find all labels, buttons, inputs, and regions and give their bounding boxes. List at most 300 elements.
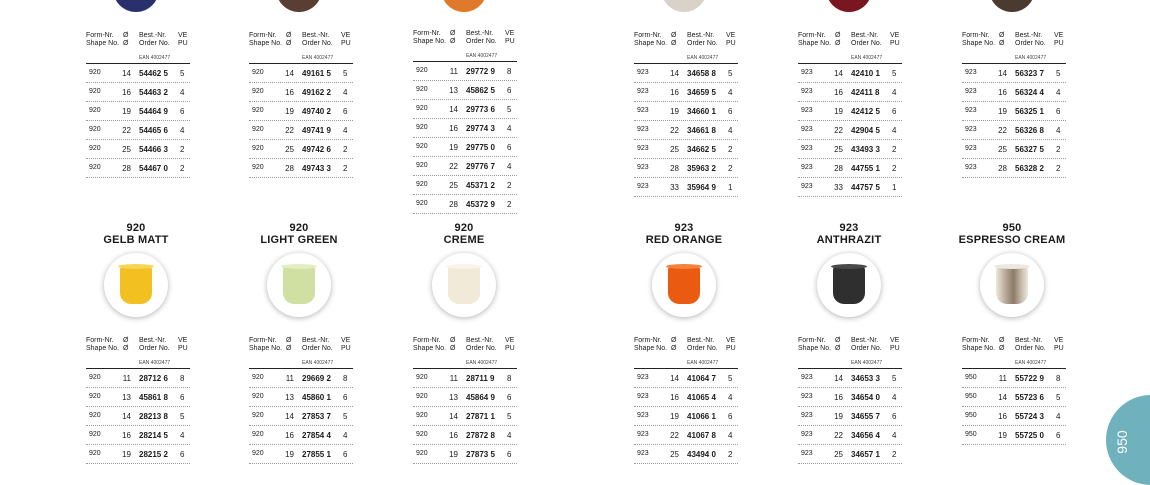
order-no: 43494 0 bbox=[687, 450, 716, 459]
header-pack-unit bbox=[178, 32, 188, 48]
pack-unit: 4 bbox=[728, 431, 733, 440]
order-no: 28711 9 bbox=[466, 374, 495, 383]
header-pack-unit bbox=[505, 30, 515, 46]
product-name: LIGHT GREEN bbox=[260, 234, 338, 246]
shape-no: 923 bbox=[801, 450, 813, 457]
shape-no: 923 bbox=[637, 374, 649, 381]
table-row bbox=[962, 159, 1066, 178]
diameter: 16 bbox=[834, 393, 843, 402]
shape-no: 923 bbox=[637, 431, 649, 438]
header-dia-1: Ø bbox=[671, 32, 677, 39]
pack-unit: 4 bbox=[892, 393, 897, 402]
order-no: 27872 8 bbox=[466, 431, 495, 440]
diameter: 16 bbox=[449, 431, 458, 440]
header-shape-de: Form-Nr. bbox=[249, 32, 277, 39]
diameter: 28 bbox=[998, 164, 1007, 173]
header-shape-en: Shape No. bbox=[962, 345, 996, 352]
header-dia-1: Ø bbox=[835, 337, 841, 344]
order-no: 28214 5 bbox=[139, 431, 168, 440]
diameter: 11 bbox=[285, 374, 294, 383]
header-order-de: Best.-Nr. bbox=[687, 337, 715, 344]
header-shape-en: Shape No. bbox=[634, 345, 668, 352]
pack-unit: 6 bbox=[180, 450, 185, 459]
order-no: 49743 3 bbox=[302, 164, 331, 173]
product-5-table bbox=[962, 337, 1066, 445]
diameter: 19 bbox=[834, 412, 843, 421]
header-pack-unit bbox=[890, 337, 900, 353]
shape-no: 923 bbox=[801, 183, 813, 190]
product-number: 920 bbox=[454, 222, 474, 234]
pack-unit: 5 bbox=[507, 412, 512, 421]
table-row bbox=[634, 407, 738, 426]
shape-no: 920 bbox=[89, 412, 101, 419]
order-no: 29776 7 bbox=[466, 162, 495, 171]
pack-unit: 6 bbox=[892, 412, 897, 421]
ean-prefix: EAN 4002477 bbox=[413, 52, 517, 62]
pot-partial-image bbox=[661, 0, 707, 12]
shape-no: 923 bbox=[965, 126, 977, 133]
diameter: 22 bbox=[449, 162, 458, 171]
diameter: 11 bbox=[449, 374, 458, 383]
header-order-de: Best.-Nr. bbox=[466, 30, 494, 37]
order-no: 27855 1 bbox=[302, 450, 331, 459]
diameter: 25 bbox=[449, 181, 458, 190]
header-shape-no bbox=[413, 337, 446, 353]
header-order-de: Best.-Nr. bbox=[851, 337, 879, 344]
pack-unit: 2 bbox=[180, 164, 185, 173]
table-row bbox=[413, 407, 517, 426]
shape-no: 920 bbox=[416, 181, 428, 188]
shape-no: 950 bbox=[965, 374, 977, 381]
header-pack-unit bbox=[1054, 32, 1064, 48]
ean-prefix: EAN 4002477 bbox=[634, 359, 738, 369]
diameter: 19 bbox=[122, 107, 131, 116]
order-no: 34656 4 bbox=[851, 431, 880, 440]
pack-unit: 5 bbox=[892, 69, 897, 78]
order-no: 55724 3 bbox=[1015, 412, 1044, 421]
pack-unit: 6 bbox=[507, 450, 512, 459]
header-order-en: Order No. bbox=[302, 40, 333, 47]
shape-no: 923 bbox=[965, 107, 977, 114]
shape-no: 920 bbox=[252, 164, 264, 171]
product-4-table bbox=[798, 337, 902, 464]
shape-no: 950 bbox=[965, 431, 977, 438]
shape-no: 920 bbox=[89, 393, 101, 400]
diameter: 16 bbox=[285, 88, 294, 97]
shape-no: 920 bbox=[416, 412, 428, 419]
table-row bbox=[962, 83, 1066, 102]
table-row bbox=[86, 140, 190, 159]
header-dia-2: Ø bbox=[835, 345, 841, 352]
shape-no: 920 bbox=[416, 450, 428, 457]
table-row bbox=[86, 121, 190, 140]
order-no: 54466 3 bbox=[139, 145, 168, 154]
header-order-de: Best.-Nr. bbox=[851, 32, 879, 39]
shape-no: 920 bbox=[252, 450, 264, 457]
shape-no: 950 bbox=[965, 393, 977, 400]
order-no: 45861 8 bbox=[139, 393, 168, 402]
diameter: 14 bbox=[285, 69, 294, 78]
table-header bbox=[249, 337, 353, 359]
order-no: 55725 0 bbox=[1015, 431, 1044, 440]
pack-unit: 5 bbox=[343, 69, 348, 78]
top-0-table bbox=[86, 32, 190, 178]
order-no: 56323 7 bbox=[1015, 69, 1044, 78]
diameter: 14 bbox=[285, 412, 294, 421]
order-no: 49742 6 bbox=[302, 145, 331, 154]
header-shape-en: Shape No. bbox=[249, 40, 283, 47]
order-no: 29775 0 bbox=[466, 143, 495, 152]
diameter: 16 bbox=[122, 88, 131, 97]
order-no: 44755 1 bbox=[851, 164, 880, 173]
order-no: 42411 8 bbox=[851, 88, 880, 97]
table-row bbox=[413, 195, 517, 214]
diameter: 13 bbox=[285, 393, 294, 402]
header-dia-1: Ø bbox=[835, 32, 841, 39]
header-shape-de: Form-Nr. bbox=[962, 337, 990, 344]
order-no: 28712 6 bbox=[139, 374, 168, 383]
pot-rim bbox=[666, 264, 702, 269]
diameter: 25 bbox=[670, 450, 679, 459]
header-pu: PU bbox=[726, 40, 736, 47]
top-2-table bbox=[413, 30, 517, 214]
header-shape-en: Shape No. bbox=[249, 345, 283, 352]
order-no: 34658 8 bbox=[687, 69, 716, 78]
order-no: 27873 5 bbox=[466, 450, 495, 459]
pot-rim bbox=[118, 264, 154, 269]
header-diameter bbox=[123, 337, 128, 353]
shape-no: 923 bbox=[637, 183, 649, 190]
pack-unit: 4 bbox=[728, 126, 733, 135]
product-name: CREME bbox=[443, 234, 485, 246]
table-row bbox=[634, 102, 738, 121]
table-row bbox=[634, 83, 738, 102]
diameter: 13 bbox=[122, 393, 131, 402]
diameter: 22 bbox=[670, 431, 679, 440]
pack-unit: 4 bbox=[507, 124, 512, 133]
diameter: 25 bbox=[285, 145, 294, 154]
table-row bbox=[798, 102, 902, 121]
header-pu: PU bbox=[1054, 40, 1064, 47]
shape-no: 923 bbox=[801, 126, 813, 133]
ean-prefix: EAN 4002477 bbox=[249, 359, 353, 369]
top-4-table bbox=[798, 32, 902, 197]
header-order-en: Order No. bbox=[466, 38, 497, 45]
table-row bbox=[413, 369, 517, 388]
table-row bbox=[249, 407, 353, 426]
pack-unit: 6 bbox=[180, 393, 185, 402]
shape-no: 923 bbox=[801, 431, 813, 438]
pack-unit: 2 bbox=[728, 164, 733, 173]
pack-unit: 5 bbox=[892, 374, 897, 383]
diameter: 28 bbox=[834, 164, 843, 173]
diameter: 19 bbox=[834, 107, 843, 116]
header-shape-de: Form-Nr. bbox=[634, 337, 662, 344]
shape-no: 920 bbox=[416, 431, 428, 438]
header-shape-de: Form-Nr. bbox=[798, 32, 826, 39]
top-5-table bbox=[962, 32, 1066, 178]
pack-unit: 4 bbox=[892, 431, 897, 440]
header-order-no bbox=[687, 32, 718, 48]
header-shape-en: Shape No. bbox=[634, 40, 668, 47]
shape-no: 920 bbox=[89, 164, 101, 171]
diameter: 28 bbox=[122, 164, 131, 173]
header-diameter bbox=[450, 337, 455, 353]
table-row bbox=[249, 426, 353, 445]
order-no: 41066 1 bbox=[687, 412, 716, 421]
pot-body bbox=[833, 266, 865, 304]
pack-unit: 4 bbox=[343, 88, 348, 97]
table-header bbox=[86, 32, 190, 54]
pot-rim bbox=[281, 264, 317, 269]
header-ve: VE bbox=[1054, 32, 1064, 39]
pot-partial-image bbox=[441, 0, 487, 12]
table-row bbox=[413, 426, 517, 445]
shape-no: 920 bbox=[89, 126, 101, 133]
pot-partial-image bbox=[113, 0, 159, 12]
header-pu: PU bbox=[178, 40, 188, 47]
order-no: 44757 5 bbox=[851, 183, 880, 192]
order-no: 41064 7 bbox=[687, 374, 716, 383]
product-name: GELB MATT bbox=[103, 234, 169, 246]
table-row bbox=[413, 138, 517, 157]
product-number: 923 bbox=[674, 222, 694, 234]
shape-no: 920 bbox=[252, 88, 264, 95]
header-pack-unit bbox=[505, 337, 515, 353]
table-row bbox=[962, 369, 1066, 388]
ean-prefix: EAN 4002477 bbox=[798, 359, 902, 369]
order-no: 28215 2 bbox=[139, 450, 168, 459]
table-header bbox=[634, 337, 738, 359]
pack-unit: 4 bbox=[507, 431, 512, 440]
header-pu: PU bbox=[1054, 345, 1064, 352]
table-row bbox=[962, 102, 1066, 121]
table-row bbox=[798, 426, 902, 445]
shape-no: 920 bbox=[252, 107, 264, 114]
pot-body bbox=[668, 266, 700, 304]
header-pack-unit bbox=[726, 32, 736, 48]
diameter: 14 bbox=[122, 412, 131, 421]
pack-unit: 6 bbox=[1056, 431, 1061, 440]
pack-unit: 5 bbox=[1056, 393, 1061, 402]
header-shape-no bbox=[634, 337, 667, 353]
pack-unit: 6 bbox=[1056, 107, 1061, 116]
diameter: 19 bbox=[122, 450, 131, 459]
diameter: 22 bbox=[998, 126, 1007, 135]
ean-prefix: EAN 4002477 bbox=[634, 54, 738, 64]
table-row bbox=[962, 121, 1066, 140]
order-no: 34659 5 bbox=[687, 88, 716, 97]
pack-unit: 5 bbox=[728, 374, 733, 383]
header-shape-no bbox=[634, 32, 667, 48]
shape-no: 923 bbox=[801, 374, 813, 381]
header-order-de: Best.-Nr. bbox=[1015, 337, 1043, 344]
table-row bbox=[634, 140, 738, 159]
header-dia-2: Ø bbox=[671, 345, 677, 352]
shape-no: 920 bbox=[252, 126, 264, 133]
order-no: 54464 9 bbox=[139, 107, 168, 116]
table-row bbox=[962, 140, 1066, 159]
header-ve: VE bbox=[1054, 337, 1064, 344]
shape-no: 920 bbox=[416, 143, 428, 150]
diameter: 14 bbox=[998, 69, 1007, 78]
header-shape-en: Shape No. bbox=[413, 345, 447, 352]
shape-no: 923 bbox=[637, 164, 649, 171]
diameter: 14 bbox=[449, 105, 458, 114]
pack-unit: 6 bbox=[728, 107, 733, 116]
header-order-en: Order No. bbox=[139, 40, 170, 47]
diameter: 19 bbox=[670, 412, 679, 421]
header-diameter bbox=[999, 32, 1004, 48]
diameter: 14 bbox=[670, 69, 679, 78]
product-3-table bbox=[634, 337, 738, 464]
header-dia-1: Ø bbox=[671, 337, 677, 344]
ean-prefix: EAN 4002477 bbox=[962, 54, 1066, 64]
header-diameter bbox=[286, 32, 291, 48]
order-no: 49162 2 bbox=[302, 88, 331, 97]
table-row bbox=[86, 159, 190, 178]
table-row bbox=[634, 121, 738, 140]
diameter: 11 bbox=[449, 67, 458, 76]
table-header bbox=[634, 32, 738, 54]
header-diameter bbox=[123, 32, 128, 48]
header-shape-en: Shape No. bbox=[86, 40, 120, 47]
table-row bbox=[634, 369, 738, 388]
order-no: 56324 4 bbox=[1015, 88, 1044, 97]
header-shape-de: Form-Nr. bbox=[86, 32, 114, 39]
header-pack-unit bbox=[1054, 337, 1064, 353]
table-row bbox=[798, 83, 902, 102]
header-pu: PU bbox=[890, 345, 900, 352]
table-row bbox=[86, 369, 190, 388]
header-ve: VE bbox=[505, 337, 515, 344]
table-row bbox=[249, 121, 353, 140]
diameter: 22 bbox=[834, 126, 843, 135]
header-order-en: Order No. bbox=[302, 345, 333, 352]
header-order-en: Order No. bbox=[687, 345, 718, 352]
shape-no: 923 bbox=[965, 164, 977, 171]
diameter: 16 bbox=[122, 431, 131, 440]
diameter: 25 bbox=[998, 145, 1007, 154]
table-row bbox=[798, 388, 902, 407]
header-pu: PU bbox=[890, 40, 900, 47]
product-label bbox=[769, 222, 929, 246]
header-diameter bbox=[671, 32, 676, 48]
diameter: 28 bbox=[449, 200, 458, 209]
shape-no: 923 bbox=[801, 164, 813, 171]
shape-no: 923 bbox=[637, 126, 649, 133]
table-row bbox=[413, 388, 517, 407]
order-no: 29669 2 bbox=[302, 374, 331, 383]
header-diameter bbox=[835, 32, 840, 48]
header-dia-1: Ø bbox=[450, 337, 456, 344]
pack-unit: 6 bbox=[507, 86, 512, 95]
diameter: 14 bbox=[670, 374, 679, 383]
table-row bbox=[634, 64, 738, 83]
product-label bbox=[932, 222, 1092, 246]
table-row bbox=[249, 140, 353, 159]
order-no: 43493 3 bbox=[851, 145, 880, 154]
table-row bbox=[798, 407, 902, 426]
order-no: 35963 2 bbox=[687, 164, 716, 173]
pack-unit: 4 bbox=[343, 431, 348, 440]
top-1-table bbox=[249, 32, 353, 178]
header-shape-en: Shape No. bbox=[962, 40, 996, 47]
pack-unit: 5 bbox=[1056, 69, 1061, 78]
top-3-table bbox=[634, 32, 738, 197]
shape-no: 920 bbox=[252, 145, 264, 152]
table-row bbox=[413, 62, 517, 81]
shape-no: 923 bbox=[637, 107, 649, 114]
pot-image bbox=[432, 253, 496, 317]
header-order-en: Order No. bbox=[687, 40, 718, 47]
pack-unit: 8 bbox=[1056, 374, 1061, 383]
header-order-no bbox=[466, 30, 497, 46]
header-pu: PU bbox=[341, 345, 351, 352]
pack-unit: 4 bbox=[1056, 126, 1061, 135]
diameter: 25 bbox=[834, 145, 843, 154]
diameter: 25 bbox=[670, 145, 679, 154]
header-shape-no bbox=[798, 32, 831, 48]
diameter: 22 bbox=[834, 431, 843, 440]
page-corner-number: 950 bbox=[1114, 430, 1130, 454]
pack-unit: 2 bbox=[892, 164, 897, 173]
diameter: 16 bbox=[998, 412, 1007, 421]
diameter: 16 bbox=[670, 88, 679, 97]
header-dia-2: Ø bbox=[671, 40, 677, 47]
table-row bbox=[86, 388, 190, 407]
table-row bbox=[634, 426, 738, 445]
order-no: 56326 8 bbox=[1015, 126, 1044, 135]
pack-unit: 2 bbox=[892, 145, 897, 154]
header-shape-no bbox=[962, 337, 995, 353]
shape-no: 920 bbox=[416, 86, 428, 93]
table-row bbox=[634, 159, 738, 178]
diameter: 19 bbox=[285, 107, 294, 116]
pack-unit: 6 bbox=[180, 107, 185, 116]
diameter: 14 bbox=[834, 69, 843, 78]
pack-unit: 4 bbox=[343, 126, 348, 135]
order-no: 54462 5 bbox=[139, 69, 168, 78]
table-row bbox=[249, 83, 353, 102]
header-dia-2: Ø bbox=[450, 345, 456, 352]
table-header bbox=[962, 337, 1066, 359]
header-diameter bbox=[671, 337, 676, 353]
shape-no: 920 bbox=[416, 162, 428, 169]
pot-partial-image bbox=[989, 0, 1035, 12]
shape-no: 920 bbox=[89, 145, 101, 152]
order-no: 27853 7 bbox=[302, 412, 331, 421]
table-row bbox=[413, 81, 517, 100]
header-dia-2: Ø bbox=[286, 345, 292, 352]
order-no: 27854 4 bbox=[302, 431, 331, 440]
diameter: 16 bbox=[998, 88, 1007, 97]
header-dia-2: Ø bbox=[450, 38, 456, 45]
product-label bbox=[219, 222, 379, 246]
order-no: 34654 0 bbox=[851, 393, 880, 402]
order-no: 29772 9 bbox=[466, 67, 495, 76]
diameter: 14 bbox=[122, 69, 131, 78]
shape-no: 920 bbox=[252, 374, 264, 381]
table-row bbox=[413, 100, 517, 119]
header-order-no bbox=[687, 337, 718, 353]
shape-no: 920 bbox=[416, 374, 428, 381]
table-row bbox=[962, 407, 1066, 426]
product-label bbox=[384, 222, 544, 246]
order-no: 34657 1 bbox=[851, 450, 880, 459]
shape-no: 920 bbox=[252, 69, 264, 76]
shape-no: 920 bbox=[416, 200, 428, 207]
